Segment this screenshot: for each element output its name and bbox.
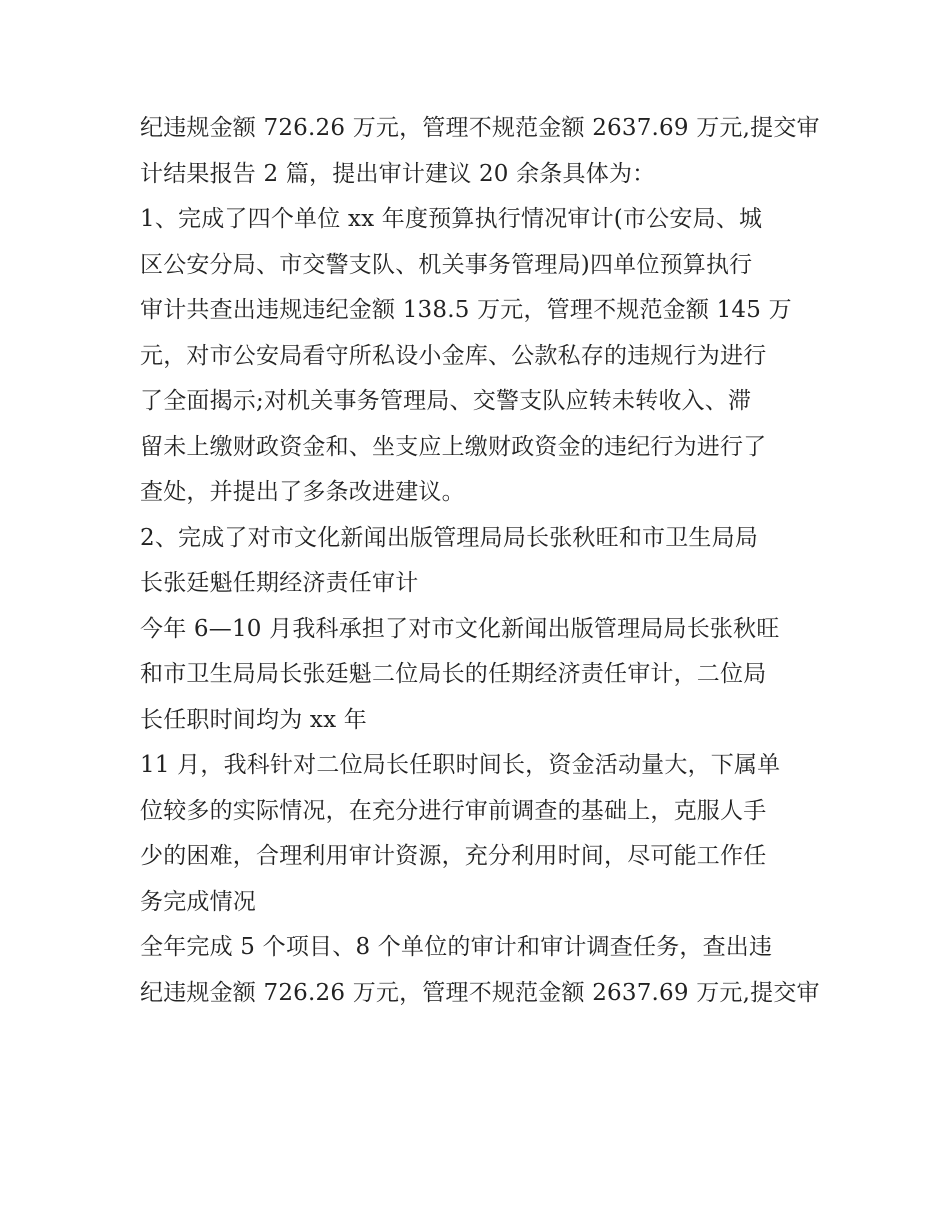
text-line: 今年 6—10 月我科承担了对市文化新闻出版管理局局长张秋旺 — [140, 615, 780, 642]
text-line: 位较多的实际情况，在充分进行审前调查的基础上，克服人手 — [140, 797, 767, 824]
text-line: 2、完成了对市文化新闻出版管理局局长张秋旺和市卫生局局 — [140, 524, 759, 551]
text-line: 元，对市公安局看守所私设小金库、公款私存的违规行为进行 — [140, 342, 767, 369]
text-line: 区公安分局、市交警支队、机关事务管理局)四单位预算执行 — [140, 251, 753, 278]
text-line: 11 月，我科针对二位局长任职时间长，资金活动量大，下属单 — [140, 752, 781, 778]
text-line: 纪违规金额 726.26 万元，管理不规范金额 2637.69 万元,提交审 — [140, 115, 820, 141]
text-line: 了全面揭示;对机关事务管理局、交警支队应转未转收入、滞 — [140, 388, 752, 414]
body-text — [140, 106, 830, 1016]
text-line: 长任职时间均为 xx 年 — [140, 706, 367, 733]
text-line: 1、完成了四个单位 xx 年度预算执行情况审计(市公安局、城 — [140, 206, 763, 232]
text-line: 务完成情况 — [140, 888, 256, 915]
text-line: 留未上缴财政资金和、坐支应上缴财政资金的违纪行为进行了 — [140, 433, 767, 460]
text-line: 查处，并提出了多条改进建议。 — [140, 479, 465, 505]
text-line: 纪违规金额 726.26 万元，管理不规范金额 2637.69 万元,提交审 — [140, 979, 820, 1006]
text-line: 少的困难，合理利用审计资源，充分利用时间，尽可能工作任 — [140, 843, 767, 869]
text-line: 计结果报告 2 篇，提出审计建议 20 余条具体为： — [140, 160, 656, 187]
text-line: 全年完成 5 个项目、8 个单位的审计和审计调查任务，查出违 — [140, 934, 773, 960]
text-line: 审计共查出违规违纪金额 138.5 万元，管理不规范金额 145 万 — [140, 297, 792, 323]
text-line: 和市卫生局局长张廷魁二位局长的任期经济责任审计，二位局 — [140, 661, 767, 687]
text-line: 长张廷魁任期经济责任审计 — [140, 570, 419, 596]
